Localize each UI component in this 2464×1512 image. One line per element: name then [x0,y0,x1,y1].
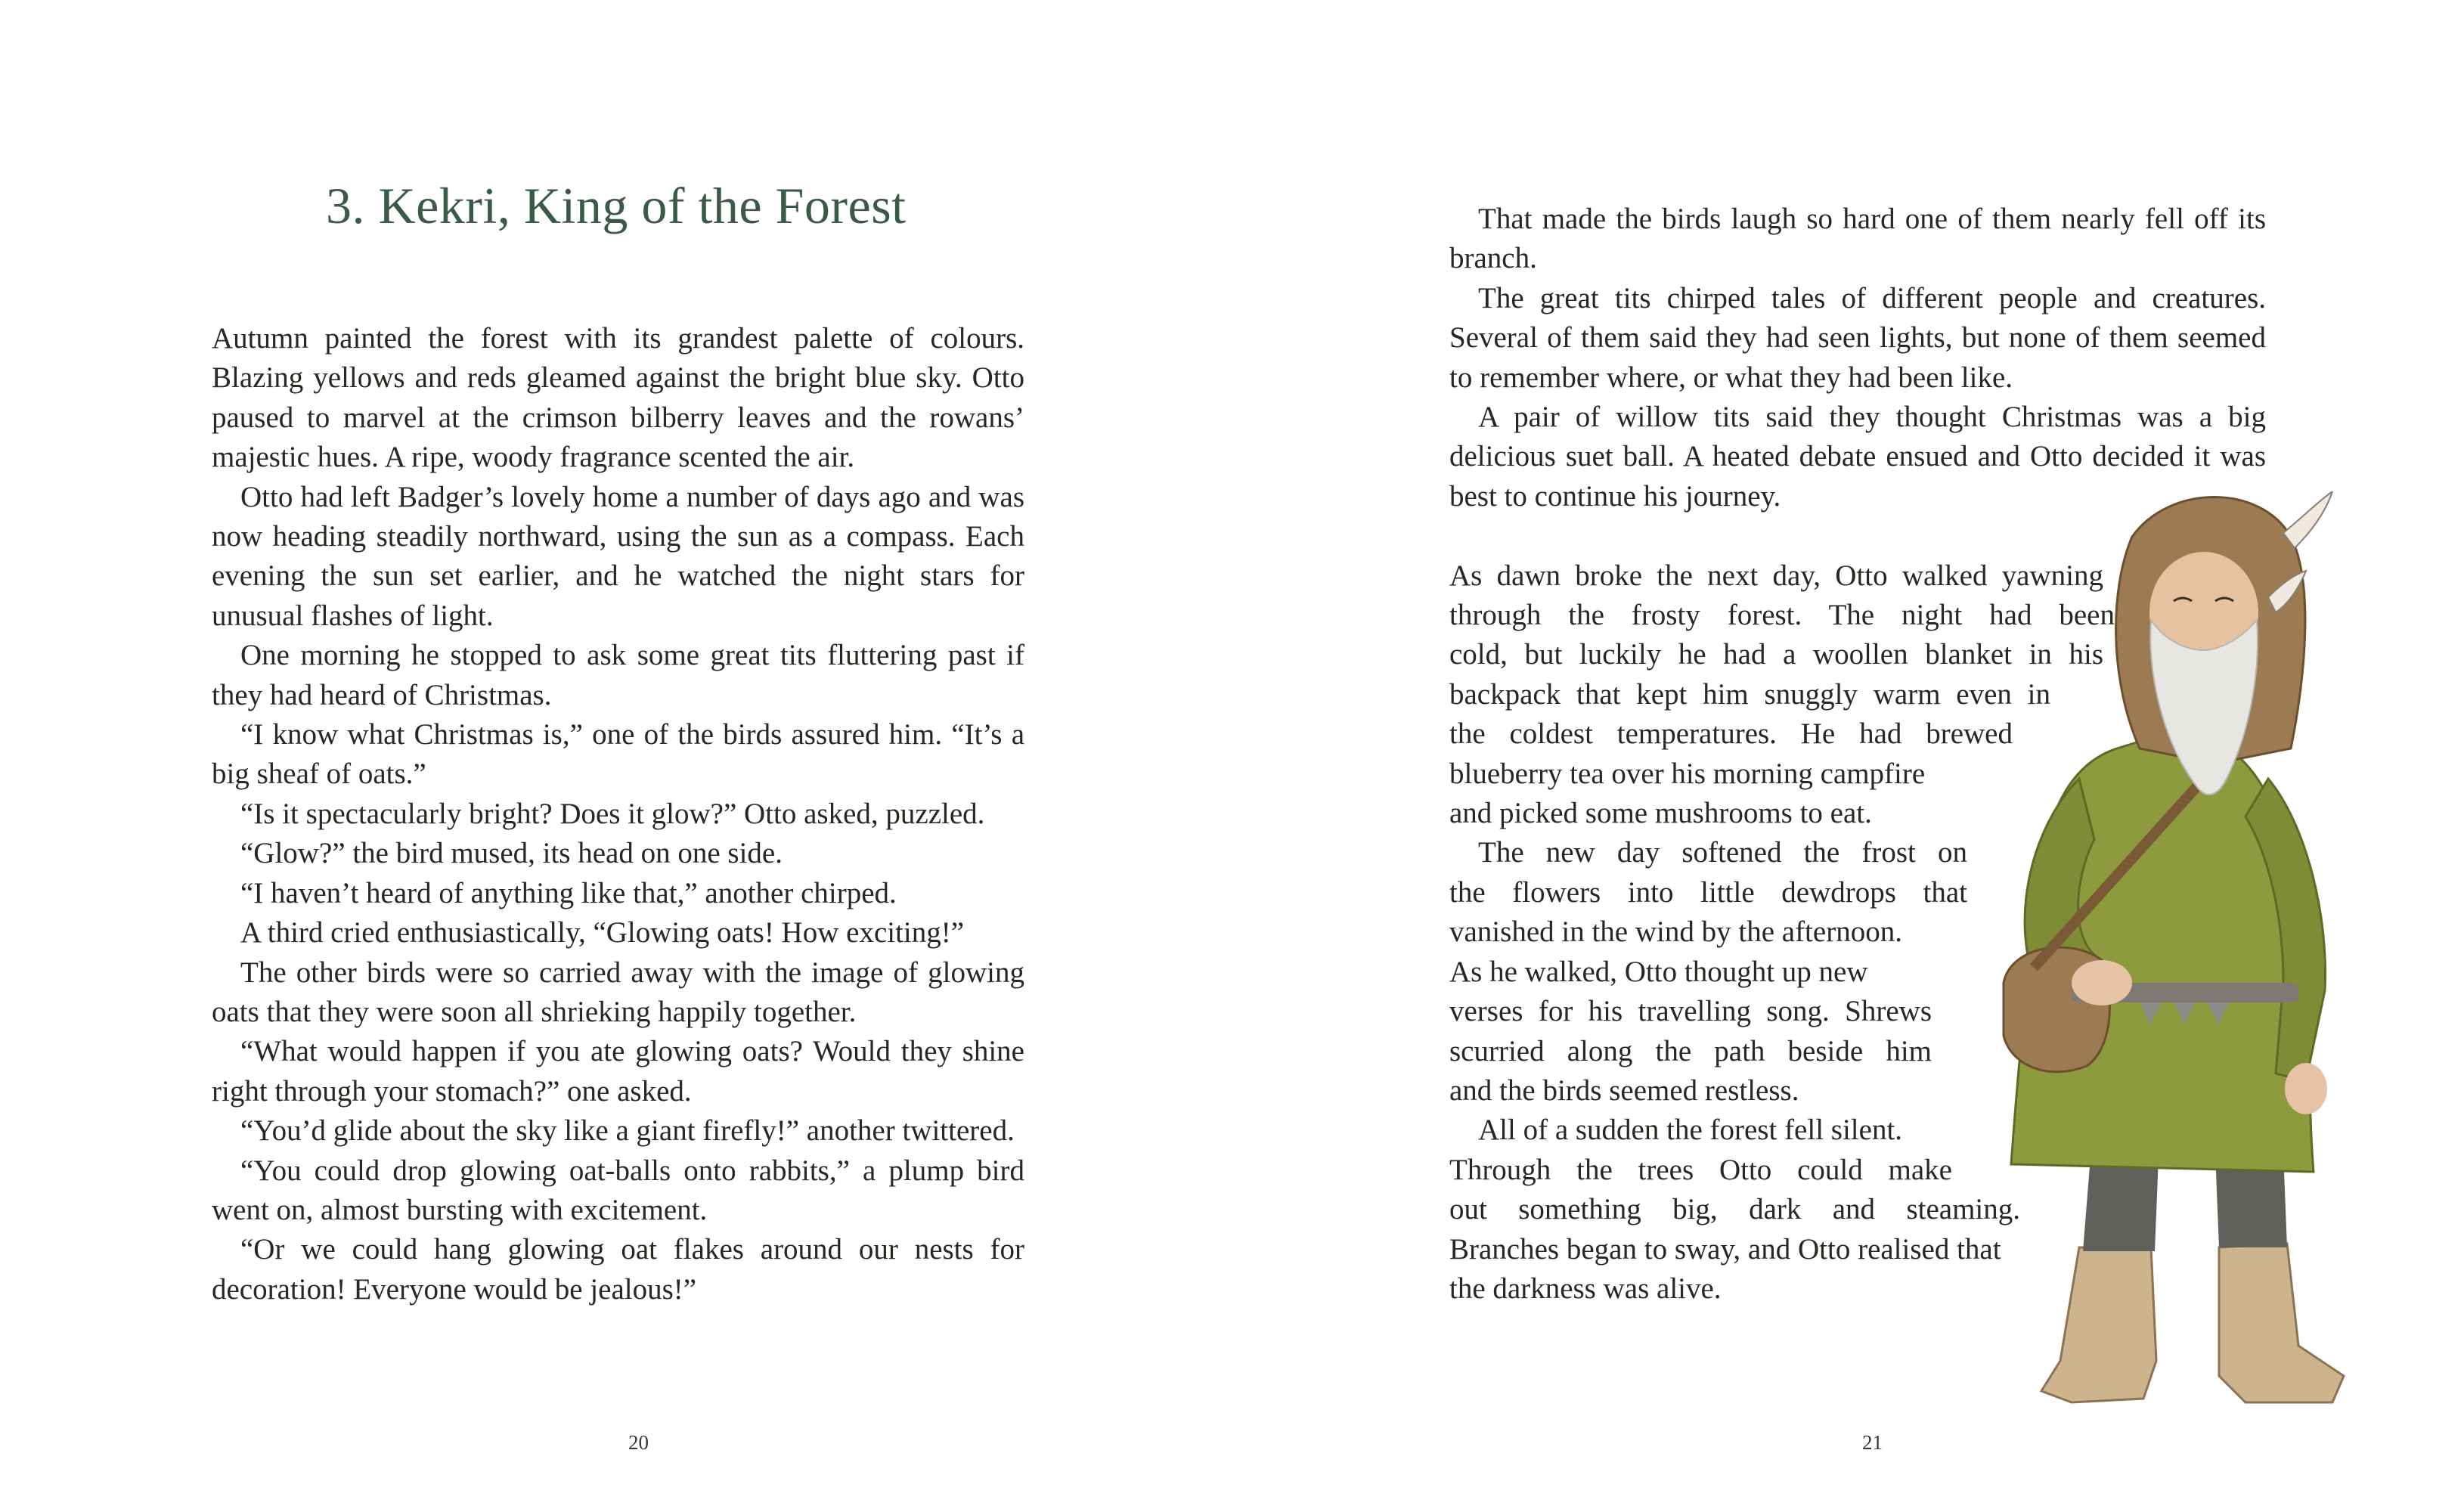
wrapped-line: and the birds seemed restless. [1449,1074,1799,1107]
paragraph: Autumn painted the forest with its grandest palette of colours. Blazing yellows and reds gleamed against the bright blue sky. Otto paused to marvel at the crimson bilberry leaves and the rowans’ majestic hues. A ripe, woody fragrance scented the air. [212,322,1024,474]
wrapped-line: out something big, dark and steaming. [1449,1193,2020,1226]
wrapped-line: backpack that kept him snuggly warm even in [1449,677,2050,711]
wrapped-line: The new day softened the frost on [1478,836,1967,869]
paragraph: A pair of willow tits said they thought Christmas was a big delicious suet ball. A heated debate ensued and Otto decided it was best to continue his journey. [1449,401,2266,513]
left-body-text [212,319,1024,1309]
paragraph: “Glow?” the bird mused, its head on one side. [240,837,783,870]
wrapped-line: vanished in the wind by the afternoon. [1449,916,1902,949]
paragraph: “I haven’t heard of anything like that,” another chirped. [240,876,897,909]
wrapped-line: through the frosty forest. The night had been [1449,599,2115,632]
wrapped-line: the coldest temperatures. He had brewed [1449,717,2013,751]
right-boot [2219,1244,2344,1402]
otto-illustration [1988,491,2457,1429]
hand [2285,1063,2327,1114]
page-number: 20 [628,1431,649,1454]
paragraph: Otto had left Badger’s lovely home a number of days ago and was now heading steadily northward, using the sun as a compass. Each evening the sun set earlier, and he watched the night stars for unusual flashes of light. [212,480,1024,632]
wrapped-line: As dawn broke the next day, Otto walked yawning [1449,559,2103,592]
wrapped-line: the flowers into little dewdrops that [1449,875,1967,909]
wrapped-line: Branches began to sway, and Otto realised that [1449,1232,2001,1266]
wrapped-line: blueberry tea over his morning campfire [1449,757,1926,790]
wrapped-line: the darkness was alive. [1449,1272,1722,1305]
paragraph: “I know what Christmas is,” one of the birds assured him. “It’s a big sheaf of oats.” [212,718,1024,791]
wrapped-line: and picked some mushrooms to eat. [1449,797,1872,830]
hand [2072,960,2132,1005]
paragraph: The other birds were so carried away with the image of glowing oats that they were soon all shrieking happily together. [212,956,1024,1028]
paragraph: “You could drop glowing oat-balls onto rabbits,” a plump bird went on, almost bursting with excitement. [212,1154,1024,1226]
chapter-title: 3. Kekri, King of the Forest [326,177,907,234]
paragraph: The great tits chirped tales of different people and creatures. Several of them said they had seen lights, but none of them seemed to remember where, or what they had been like. [1449,281,2266,394]
paragraph: One morning he stopped to ask some great tits fluttering past if they had heard of Christmas. [212,639,1024,711]
wrapped-line: Through the trees Otto could make [1449,1153,1952,1186]
wrapped-line: verses for his travelling song. Shrews [1449,995,1932,1028]
wrapped-line: As he walked, Otto thought up new [1449,955,1868,988]
paragraph: That made the birds laugh so hard one of them nearly fell off its branch. [1449,203,2266,275]
paragraph: “Or we could hang glowing oat flakes around our nests for decoration! Everyone would be jealous!” [212,1233,1024,1306]
paragraph: “What would happen if you ate glowing oats? Would they shine right through your stomach?” one asked. [212,1035,1024,1108]
wrapped-line: scurried along the path beside him [1449,1034,1932,1067]
paragraph: A third cried enthusiastically, “Glowing oats! How exciting!” [240,916,965,950]
wrapped-line: cold, but luckily he had a woollen blanket in his [1449,638,2103,671]
left-boot [2041,1247,2156,1402]
hood-horn [2283,491,2332,548]
paragraph: “You’d glide about the sky like a giant firefly!” another twittered. [240,1114,1015,1148]
page-number: 21 [1862,1431,1883,1454]
wrapped-line: All of a sudden the forest fell silent. [1478,1114,1903,1147]
paragraph: “Is it spectacularly bright? Does it glow?” Otto asked, puzzled. [240,797,985,830]
